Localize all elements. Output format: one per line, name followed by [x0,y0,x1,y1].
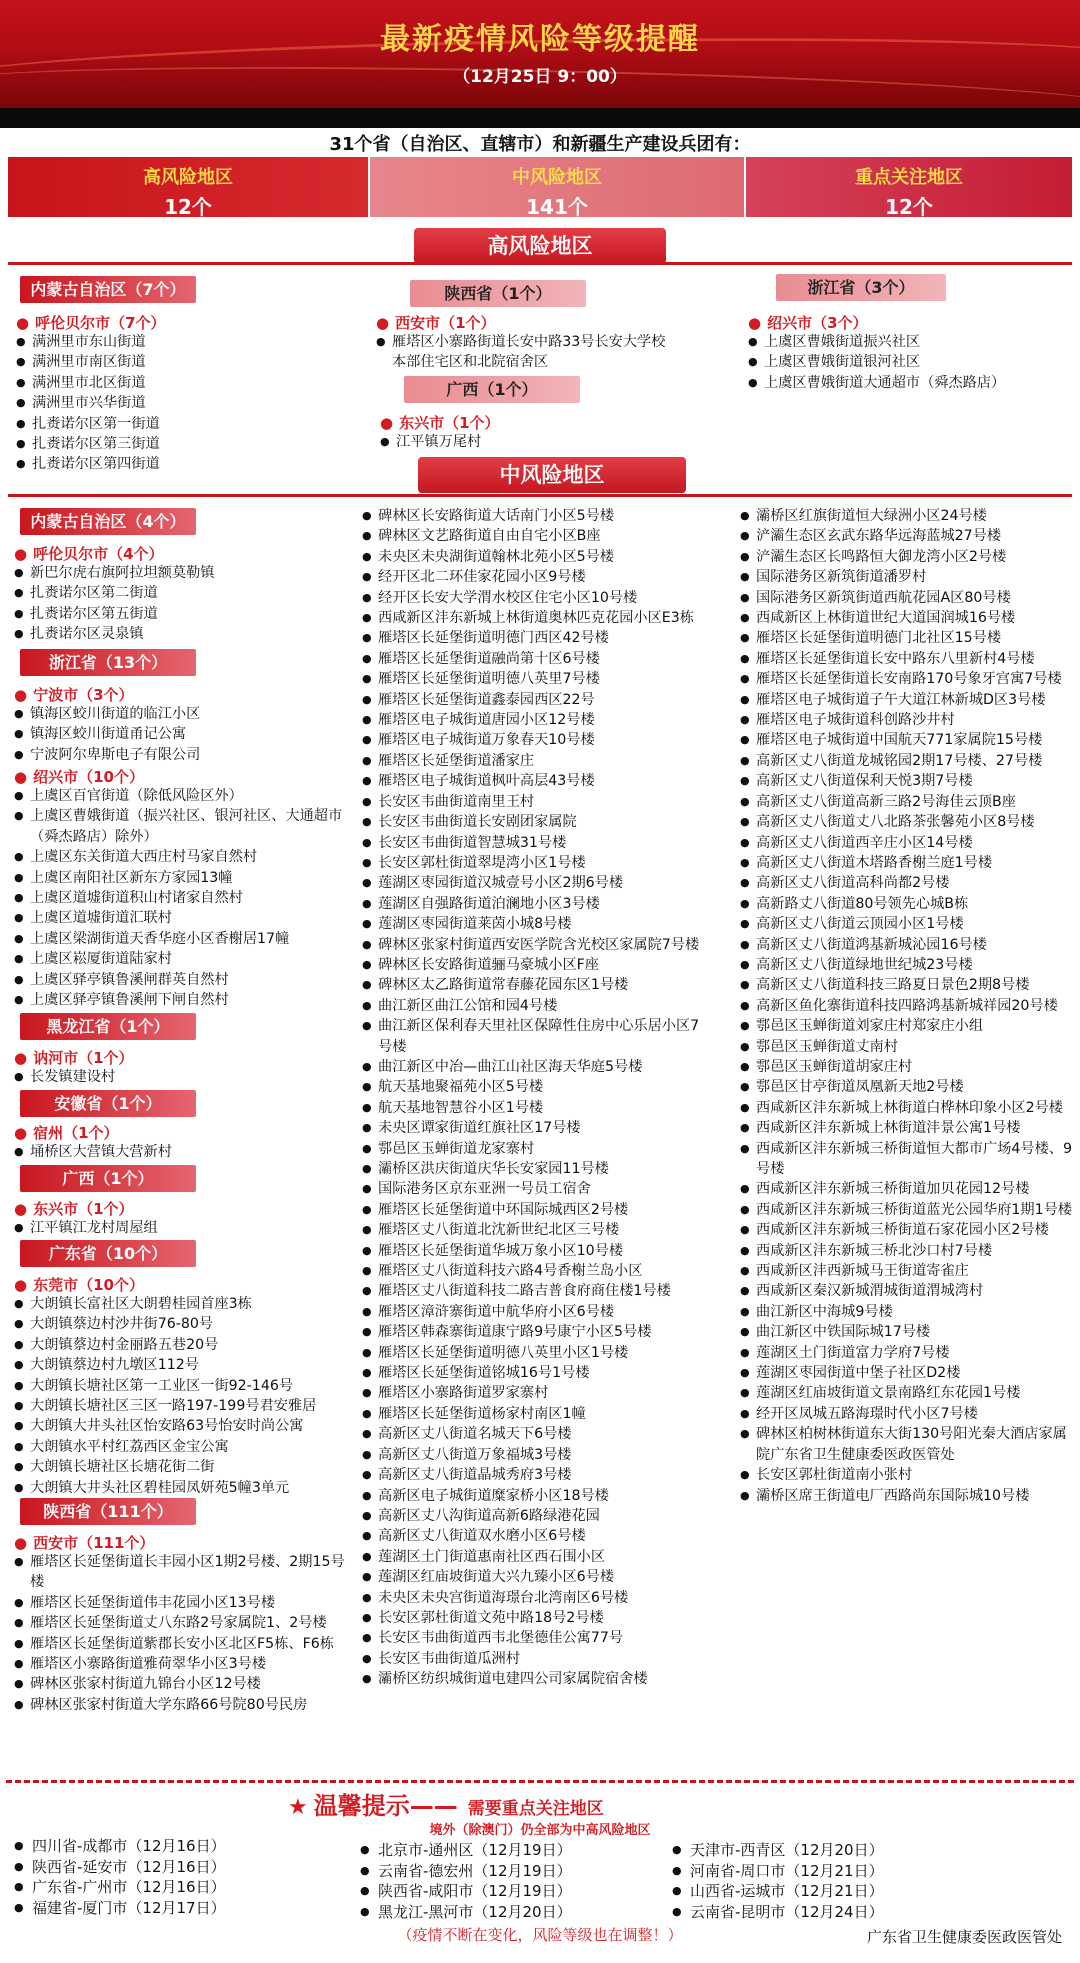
summary-mid-box [370,157,744,217]
list-item: ● 高新区丈八街道科技三路夏日景色2期8号楼 [740,975,1074,995]
list-item: ● 镇海区蛟川街道甬记公寓 [14,724,354,744]
list-item: ● 高新区丈八街道高新三路2号海佳云顶B座 [740,792,1074,812]
list-item: ● 高新区丈八街道高科尚都2号楼 [740,873,1074,893]
high-list-guangxi [380,432,640,452]
high-prov-shaanxi: 陕西省（1个） [410,280,586,307]
list-item: ● 长安区韦曲街道西韦北堡德佳公寓77号 [362,1628,704,1648]
tips-title [288,1786,604,1821]
summary-high-box [8,157,368,217]
list-item: ● 鄠邑区玉蝉街道龙家寨村 [362,1139,704,1159]
tips-title-text: 温馨提示—— [313,1792,458,1820]
mid-section-title: 中风险地区 [418,457,686,493]
list-item: ● 上虞区百官街道（除低风险区外） [14,786,354,806]
list-item: ● 雁塔区长延堡街道中环国际城西区2号楼 [362,1200,704,1220]
list-item: ● 雁塔区小寨路街道长安中路33号长安大学校本部住宅区和北院宿舍区 [376,332,676,373]
list-item: ● 黑龙江-黑河市（12月20日） [360,1902,690,1923]
mid-prov-shaanxi: 陕西省（111个） [20,1498,196,1525]
list-item: ● 雁塔区长延堡街道潘家庄 [362,751,704,771]
list-item: ● 国际港务区京东亚洲一号员工宿舍 [362,1179,704,1199]
list-item: ● 大朗镇长塘社区长塘花街二街 [14,1457,360,1477]
tips-list-col3 [672,1840,1002,1922]
list-item: ● 灞桥区洪庆街道庆华长安家园11号楼 [362,1159,704,1179]
list-item: ● 高新区丈八街道晶城秀府3号楼 [362,1465,704,1485]
list-item: ● 长安区韦曲街道长安剧团家属院 [362,812,704,832]
high-city-xian: ● 西安市（1个） [376,312,496,333]
mid-list-shaoxing [14,786,354,1010]
list-item: ● 经开区北二环佳家花园小区9号楼 [362,567,704,587]
list-item: ● 鄠邑区甘亭街道凤凰新天地2号楼 [740,1077,1074,1097]
high-prov-nmg: 内蒙古自治区（7个） [20,276,196,303]
list-item: ● 北京市-通州区（12月19日） [360,1840,690,1861]
list-item: ● 江平镇江龙村周屋组 [14,1218,354,1238]
list-item: ● 雁塔区电子城街道枫叶高层43号楼 [362,771,704,791]
list-item: ● 莲湖区土门街道富力学府7号楼 [740,1343,1074,1363]
list-item: ● 上虞区曹娥街道大通超市（舜杰路店） [748,373,1068,393]
list-item: ● 灞桥区红旗街道恒大绿洲小区24号楼 [740,506,1074,526]
list-item: ● 西咸新区沣东新城三桥北沙口村7号楼 [740,1241,1074,1261]
list-item: ● 长发镇建设村 [14,1067,354,1087]
list-item: ● 经开区长安大学渭水校区住宅小区10号楼 [362,588,704,608]
summary-high-label: 高风险地区 [143,167,233,188]
mid-prov-zhejiang: 浙江省（13个） [20,649,196,676]
list-item: ● 雁塔区电子城街道子午大道江林新城D区3号楼 [740,690,1074,710]
list-item: ● 高新区丈八街道木塔路香榭兰庭1号楼 [740,853,1074,873]
list-item: ● 上虞区曹娥街道银河社区 [748,352,1068,372]
list-item: ● 西咸新区沣东新城三桥街道加贝花园12号楼 [740,1179,1074,1199]
list-item: ● 灞桥区纺织城街道电建四公司家属院宿舍楼 [362,1669,704,1689]
list-item: ● 雁塔区长延堡街道铭城16号1号楼 [362,1363,704,1383]
list-item: ● 大朗镇蔡边村沙井街76-80号 [14,1314,360,1334]
high-list-shaanxi [376,332,676,373]
list-item: ● 浐灞生态区长鸣路恒大御龙湾小区2号楼 [740,547,1074,567]
list-item: ● 莲湖区土门街道惠南社区西石围小区 [362,1547,704,1567]
list-item: ● 雁塔区长延堡街道鑫泰园西区22号 [362,690,704,710]
list-item: ● 高新区丈八街道西辛庄小区14号楼 [740,833,1074,853]
list-item: ● 碑林区文艺路街道自由自宅小区B座 [362,526,704,546]
list-item: ● 莲湖区红庙坡街道大兴九臻小区6号楼 [362,1567,704,1587]
mid-list-nmg [14,563,354,645]
list-item: ● 雁塔区漳浒寨街道中航华府小区6号楼 [362,1302,704,1322]
list-item: ● 碑林区张家村街道西安医学院含光校区家属院7号楼 [362,935,704,955]
mid-list-xian-col1 [14,1552,354,1715]
high-prov-zhejiang: 浙江省（3个） [776,274,946,301]
mid-prov-anhui: 安徽省（1个） [20,1090,196,1117]
list-item: ● 雁塔区韩森寨街道康宁路9号康宁小区5号楼 [362,1322,704,1342]
list-item: ● 大朗镇蔡边村九墩区112号 [14,1355,360,1375]
list-item: ● 曲江新区中铁国际城17号楼 [740,1322,1074,1342]
page-title: 最新疫情风险等级提醒 [380,22,700,57]
list-item: ● 埇桥区大营镇大营新村 [14,1142,354,1162]
tips-note: 境外（除澳门）仍全部为中高风险地区 [429,1823,651,1838]
list-item: ● 长安区郭杜街道文苑中路18号2号楼 [362,1608,704,1628]
mid-city-dongguan: ● 东莞市（10个） [14,1274,144,1295]
mid-prov-nmg: 内蒙古自治区（4个） [20,508,196,535]
list-item: ● 灞桥区席王街道电厂西路尚东国际城10号楼 [740,1486,1074,1506]
list-item: ● 西咸新区沣东新城三桥街道恒大都市广场4号楼、9号楼 [740,1139,1074,1180]
divider-bar [0,108,1080,128]
list-item: ● 航天基地聚福苑小区5号楼 [362,1077,704,1097]
mid-city-shaoxing: ● 绍兴市（10个） [14,766,144,787]
list-item: ● 经开区凤城五路海璟时代小区7号楼 [740,1404,1074,1424]
mid-city-nehe: ● 讷河市（1个） [14,1047,134,1068]
list-item: ● 鄠邑区玉蝉街道刘家庄村郑家庄小组 [740,1016,1074,1036]
list-item: ● 雁塔区长延堡街道长丰园小区1期2号楼、2期15号楼 [14,1552,354,1593]
list-item: ● 高新区丈八街道名城天下6号楼 [362,1424,704,1444]
mid-prov-guangxi: 广西（1个） [20,1165,196,1192]
list-item: ● 山西省-运城市（12月21日） [672,1881,1002,1902]
list-item: ● 江平镇万尾村 [380,432,640,452]
summary-mid-count: 141个 [526,195,588,219]
list-item: ● 雁塔区长延堡街道明德八英里小区1号楼 [362,1343,704,1363]
list-item: ● 长安区韦曲街道智慧城31号楼 [362,833,704,853]
mid-list-guangdong [14,1294,360,1498]
mid-list-xian-col3 [740,506,1074,1506]
list-item: ● 雁塔区长延堡街道伟丰花园小区13号楼 [14,1593,354,1613]
list-item: ● 上虞区东关街道大西庄村马家自然村 [14,847,354,867]
list-item: ● 碑林区太乙路街道常春藤花园东区1号楼 [362,975,704,995]
list-item: ● 曲江新区中冶—曲江山社区海天华庭5号楼 [362,1057,704,1077]
mid-list-xian-col2 [362,506,704,1690]
high-city-shaoxing: ● 绍兴市（3个） [748,312,868,333]
list-item: ● 莲湖区红庙坡街道文景南路红东花园1号楼 [740,1383,1074,1403]
list-item: ● 西咸新区沣东新城上林街道沣景公寓1号楼 [740,1118,1074,1138]
list-item: ● 雁塔区电子城街道科创路沙井村 [740,710,1074,730]
list-item: ● 镇海区蛟川街道的临江小区 [14,704,354,724]
list-item: ● 扎赉诺尔区第一街道 [16,414,356,434]
list-item: ● 曲江新区保利春天里社区保障性住房中心乐居小区7号楼 [362,1016,704,1057]
list-item: ● 福建省-厦门市（12月17日） [14,1898,344,1919]
list-item: ● 广东省-广州市（12月16日） [14,1877,344,1898]
list-item: ● 西咸新区上林街道世纪大道国润城16号楼 [740,608,1074,628]
high-section-title: 高风险地区 [414,228,666,264]
mid-list-anhui [14,1142,354,1162]
list-item: ● 碑林区张家村街道九锦台小区12号楼 [14,1674,354,1694]
list-item: ● 高新区丈八街道万象福城3号楼 [362,1445,704,1465]
list-item: ● 曲江新区中海城9号楼 [740,1302,1074,1322]
list-item: ● 云南省-德宏州（12月19日） [360,1861,690,1882]
mid-list-ningbo [14,704,354,765]
mid-list-heilongjiang [14,1067,354,1087]
list-item: ● 上虞区曹娥街道振兴社区 [748,332,1068,352]
list-item: ● 宁波阿尔卑斯电子有限公司 [14,745,354,765]
list-item: ● 高新区丈八街道绿地世纪城23号楼 [740,955,1074,975]
list-item: ● 莲湖区枣园街道莱茵小城8号楼 [362,914,704,934]
list-item: ● 上虞区驿亭镇鲁溪闸群英自然村 [14,970,354,990]
list-item: ● 云南省-昆明市（12月24日） [672,1902,1002,1923]
high-list-nmg [16,332,356,475]
summary-focus-label: 重点关注地区 [855,167,963,188]
list-item: ● 雁塔区电子城街道万象春天10号楼 [362,730,704,750]
mid-prov-guangdong: 广东省（10个） [20,1240,196,1267]
list-item: ● 莲湖区自强路街道泊澜地小区3号楼 [362,894,704,914]
mid-list-guangxi [14,1218,354,1238]
footer-org: 广东省卫生健康委医政医管处 [866,1928,1062,1946]
list-item: ● 高新区丈八街道龙城铭园2期17号楼、27号楼 [740,751,1074,771]
list-item: ● 雁塔区丈八街道科技二路吉普食府商住楼1号楼 [362,1281,704,1301]
list-item: ● 高新区丈八街道保利天悦3期7号楼 [740,771,1074,791]
list-item: ● 扎赉诺尔区第三街道 [16,434,356,454]
list-item: ● 雁塔区长延堡街道丈八东路2号家属院1、2号楼 [14,1613,354,1633]
list-item: ● 大朗镇长塘社区第一工业区一街92-146号 [14,1376,360,1396]
list-item: ● 满洲里市东山街道 [16,332,356,352]
list-item: ● 长安区郭杜街道南小张村 [740,1465,1074,1485]
list-item: ● 上虞区道墟街道汇联村 [14,908,354,928]
list-item: ● 河南省-周口市（12月21日） [672,1861,1002,1882]
mid-section-line [8,494,1072,497]
list-item: ● 高新区丈八街道双水磨小区6号楼 [362,1526,704,1546]
summary-high-count: 12个 [164,195,212,219]
list-item: ● 陕西省-延安市（12月16日） [14,1857,344,1878]
list-item: ● 雁塔区长延堡街道华城万象小区10号楼 [362,1241,704,1261]
list-item: ● 雁塔区长延堡街道融尚第十区6号楼 [362,649,704,669]
list-item: ● 国际港务区新筑街道西航花园A区80号楼 [740,588,1074,608]
header-banner [0,0,1080,108]
mid-city-suzhou: ● 宿州（1个） [14,1122,119,1143]
list-item: ● 雁塔区小寨路街道雅荷翠华小区3号楼 [14,1654,354,1674]
list-item: ● 上虞区崧厦街道陆家村 [14,949,354,969]
list-item: ● 西咸新区沣东新城上林街道白桦林印象小区2号楼 [740,1098,1074,1118]
list-item: ● 高新区丈八街道丈八北路茶张馨苑小区8号楼 [740,812,1074,832]
list-item: ● 大朗镇长富社区大朗碧桂园首座3栋 [14,1294,360,1314]
high-city-hulunbuir: ● 呼伦贝尔市（7个） [16,312,166,333]
list-item: ● 扎赉诺尔区第二街道 [14,583,354,603]
list-item: ● 未央区谭家街道红旗社区17号楼 [362,1118,704,1138]
list-item: ● 雁塔区长延堡街道长安中路东八里新村4号楼 [740,649,1074,669]
list-item: ● 上虞区驿亭镇鲁溪闸下闸自然村 [14,990,354,1010]
list-item: ● 西咸新区秦汉新城渭城街道渭城湾村 [740,1281,1074,1301]
mid-city-ningbo: ● 宁波市（3个） [14,684,134,705]
list-item: ● 雁塔区电子城街道中国航天771家属院15号楼 [740,730,1074,750]
list-item: ● 国际港务区新筑街道潘罗村 [740,567,1074,587]
list-item: ● 雁塔区电子城街道唐园小区12号楼 [362,710,704,730]
list-item: ● 满洲里市兴华街道 [16,393,356,413]
list-item: ● 上虞区梁湖街道天香华庭小区香榭居17幢 [14,929,354,949]
mid-city-xian: ● 西安市（111个） [14,1532,154,1553]
list-item: ● 雁塔区丈八街道北沈新世纪北区三号楼 [362,1220,704,1240]
summary-focus-box [746,157,1072,217]
list-item: ● 大朗镇蔡边村金丽路五巷20号 [14,1335,360,1355]
list-item: ● 新巴尔虎右旗阿拉坦额莫勒镇 [14,563,354,583]
list-item: ● 鄠邑区玉蝉街道胡家庄村 [740,1057,1074,1077]
mid-prov-heilongjiang: 黑龙江省（1个） [20,1013,196,1040]
list-item: ● 碑林区长安路街道骊马豪城小区F座 [362,955,704,975]
list-item: ● 碑林区长安路街道大话南门小区5号楼 [362,506,704,526]
list-item: ● 高新区丈八沟街道高新6路绿港花园 [362,1506,704,1526]
list-item: ● 扎赉诺尔区第四街道 [16,454,356,474]
list-item: ● 大朗镇大井头社区怡安路63号怡安时尚公寓 [14,1416,360,1436]
list-item: ● 长安区韦曲街道南里王村 [362,792,704,812]
list-item: ● 上虞区南阳社区新东方家园13幢 [14,868,354,888]
list-item: ● 高新路丈八街道80号领先心城B栋 [740,894,1074,914]
list-item: ● 雁塔区长延堡街道明德八英里7号楼 [362,669,704,689]
list-item: ● 高新区丈八街道云顶园小区1号楼 [740,914,1074,934]
list-item: ● 莲湖区枣园街道中堡子社区D2楼 [740,1363,1074,1383]
list-item: ● 高新区丈八街道鸿基新城沁园16号楼 [740,935,1074,955]
list-item: ● 雁塔区小寨路街道罗家寨村 [362,1383,704,1403]
list-item: ● 鄠邑区玉蝉街道丈南村 [740,1037,1074,1057]
list-item: ● 浐灞生态区玄武东路华远海蓝城27号楼 [740,526,1074,546]
list-item: ● 大朗镇水平村红荔西区金宝公寓 [14,1437,360,1457]
list-item: ● 航天基地智慧谷小区1号楼 [362,1098,704,1118]
list-item: ● 莲湖区枣园街道汉城壹号小区2期6号楼 [362,873,704,893]
tips-list-col1 [14,1836,344,1918]
tips-subtitle: 需要重点关注地区 [467,1799,604,1819]
list-item: ● 西咸新区沣东新城三桥街道石家花园小区2号楼 [740,1220,1074,1240]
footer-note: （疫情不断在变化，风险等级也在调整！） [397,1926,683,1944]
list-item: ● 雁塔区长延堡街道长安南路170号象牙宫寓7号楼 [740,669,1074,689]
list-item: ● 长安区郭杜街道翠堤湾小区1号楼 [362,853,704,873]
update-time: （12月25日 9：00） [453,67,627,87]
list-item: ● 碑林区张家村街道大学东路66号院80号民房 [14,1695,354,1715]
list-item: ● 曲江新区曲江公馆和园4号楼 [362,996,704,1016]
list-item: ● 满洲里市南区街道 [16,352,356,372]
tips-divider [6,1780,1074,1783]
high-prov-guangxi: 广西（1个） [404,376,580,403]
list-item: ● 雁塔区长延堡街道明德门西区42号楼 [362,628,704,648]
list-item: ● 雁塔区丈八街道科技六路4号香榭兰岛小区 [362,1261,704,1281]
list-item: ● 雁塔区长延堡街道紫郡长安小区北区F5栋、F6栋 [14,1634,354,1654]
list-item: ● 碑林区柏树林街道东大街130号阳光秦大酒店家属院广东省卫生健康委医政医管处 [740,1424,1074,1465]
high-city-dongxing: ● 东兴市（1个） [380,412,500,433]
list-item: ● 雁塔区长延堡街道明德门北社区15号楼 [740,628,1074,648]
mid-city-dongxing: ● 东兴市（1个） [14,1198,134,1219]
list-item: ● 西咸新区沣东新城上林街道奥林匹克花园小区E3栋 [362,608,704,628]
list-item: ● 雁塔区长延堡街道杨家村南区1幢 [362,1404,704,1424]
list-item: ● 陕西省-咸阳市（12月19日） [360,1881,690,1902]
star-icon: ★ [288,1795,308,1820]
list-item: ● 西咸新区沣西新城马王街道寄雀庄 [740,1261,1074,1281]
mid-city-hulunbuir: ● 呼伦贝尔市（4个） [14,543,164,564]
list-item: ● 上虞区曹娥街道（振兴社区、银河社区、大通超市（舜杰路店）除外） [14,806,354,847]
list-item: ● 未央区未央宫街道海璟台北湾南区6号楼 [362,1588,704,1608]
list-item: ● 大朗镇大井头社区碧桂园凤妍苑5幢3单元 [14,1478,360,1498]
summary-intro: 31个省（自治区、直辖市）和新疆生产建设兵团有： [329,134,751,155]
list-item: ● 高新区电子城街道糜家桥小区18号楼 [362,1486,704,1506]
list-item: ● 天津市-西青区（12月20日） [672,1840,1002,1861]
list-item: ● 高新区鱼化寨街道科技四路鸿基新城祥园20号楼 [740,996,1074,1016]
list-item: ● 上虞区道墟街道积山村诸家自然村 [14,888,354,908]
list-item: ● 扎赉诺尔区第五街道 [14,604,354,624]
list-item: ● 大朗镇长塘社区三区一路197-199号君安雅居 [14,1396,360,1416]
summary-focus-count: 12个 [885,195,933,219]
tips-list-col2 [360,1840,690,1922]
list-item: ● 扎赉诺尔区灵泉镇 [14,624,354,644]
list-item: ● 四川省-成都市（12月16日） [14,1836,344,1857]
list-item: ● 长安区韦曲街道瓜洲村 [362,1649,704,1669]
list-item: ● 满洲里市北区街道 [16,373,356,393]
list-item: ● 西咸新区沣东新城三桥街道蓝光公园华府1期1号楼 [740,1200,1074,1220]
list-item: ● 未央区未央湖街道翰林北苑小区5号楼 [362,547,704,567]
high-list-zhejiang [748,332,1068,393]
summary-mid-label: 中风险地区 [512,167,602,188]
